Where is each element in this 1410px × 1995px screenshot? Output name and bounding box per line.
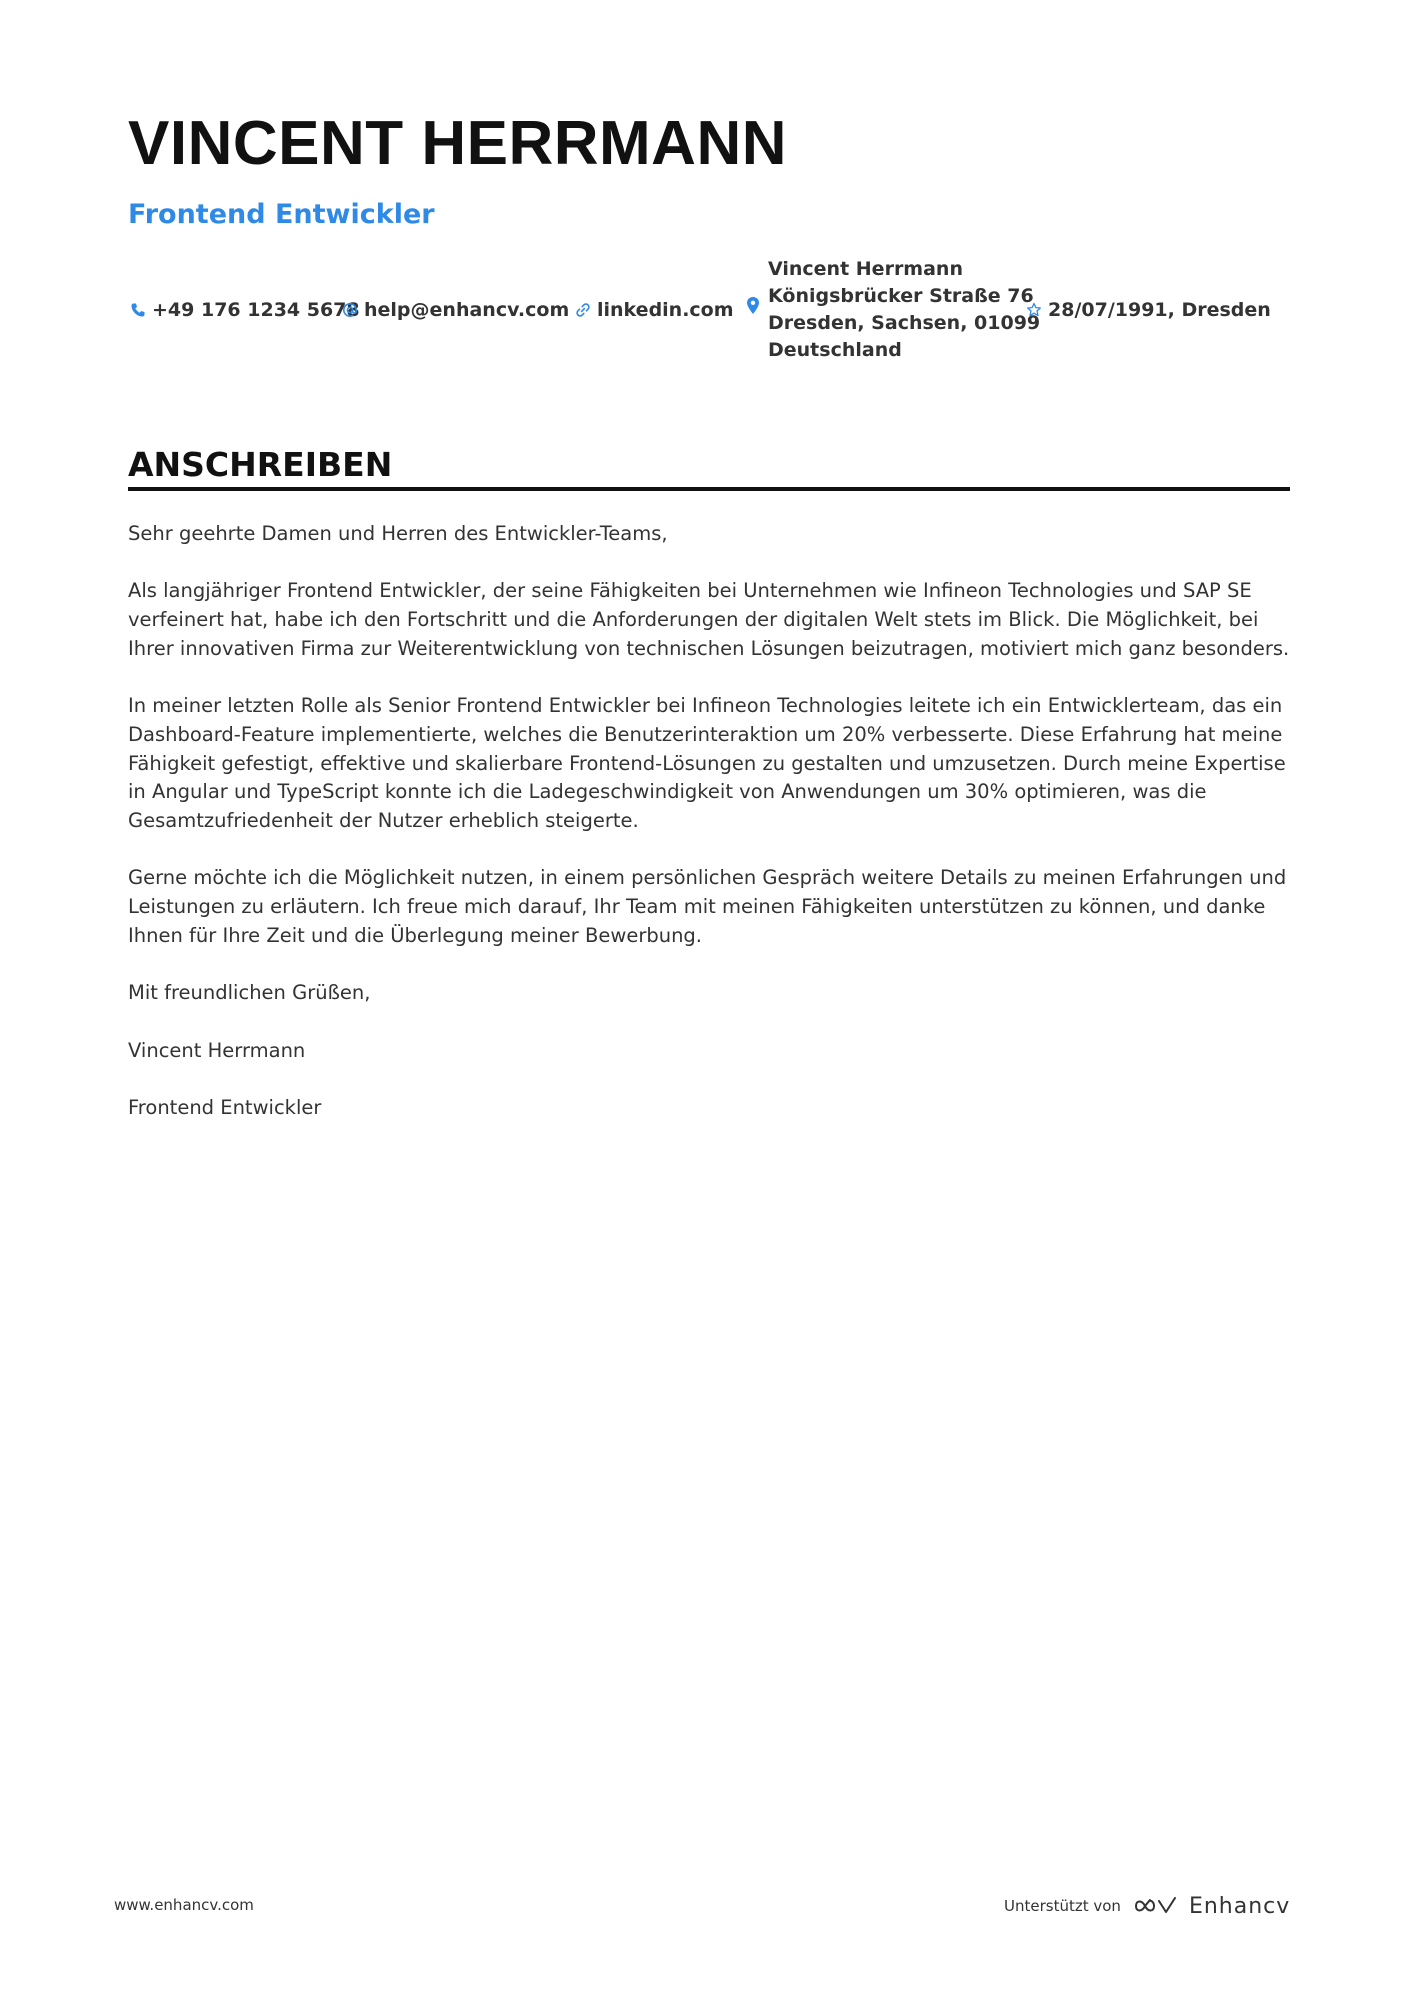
job-title: Frontend Entwickler [128, 199, 435, 230]
email-text: help@enhancv.com [364, 299, 570, 321]
letter-salutation: Sehr geehrte Damen und Herren des Entwickler-Teams, [128, 522, 668, 545]
at-icon [340, 300, 360, 320]
cover-letter-page [128, 108, 1290, 1119]
enhancv-wordmark: Enhancv [1188, 1893, 1291, 1919]
applicant-name: VINCENT HERRMANN [128, 109, 787, 178]
contact-birth [1024, 299, 1271, 321]
signature-name: Vincent Herrmann [128, 1038, 306, 1062]
star-icon [1024, 300, 1044, 320]
contact-linkedin[interactable] [573, 299, 734, 321]
phone-icon [128, 300, 148, 320]
footer-branding[interactable] [1004, 1891, 1290, 1921]
footer-website-link[interactable]: www.enhancv.com [114, 1896, 254, 1914]
letter-paragraph: Als langjähriger Frontend Entwickler, der seine Fähigkeiten bei Unternehmen wie Infineon Technologies und SAP SE verfeinert hat, habe ich den Fortschritt und die Anforderungen der digitalen Welt stets im Blick. Die Möglichkeit, bei Ihrer innovativen Firma zur Weiterentwicklung von technischen Lösungen beizutragen, motiviert mich ganz besonders. [128, 579, 1290, 660]
contact-email[interactable] [340, 299, 569, 321]
birth-text: 28/07/1991, Dresden [1048, 299, 1271, 321]
letter-paragraph: Gerne möchte ich die Möglichkeit nutzen, in einem persönlichen Gespräch weitere Details zu meinen Erfahrungen und Leistungen zu erläutern. Ich freue mich darauf, Ihr Team mit meinen Fähigkeiten unterstützen zu können, und danke Ihnen für Ihre Zeit und die Überlegung meiner Bewerbung. [128, 866, 1287, 947]
letter-body [128, 520, 1290, 1151]
enhancv-logo-icon [1133, 1894, 1179, 1918]
linkedin-text: linkedin.com [597, 299, 734, 321]
powered-by-text: Unterstützt von [1004, 1897, 1121, 1915]
location-pin-icon [745, 296, 761, 316]
phone-text: +49 176 1234 5678 [152, 299, 360, 321]
contact-bar [128, 256, 1290, 366]
address-line-2: Königsbrücker Straße 76 [768, 285, 1034, 307]
signature-title: Frontend Entwickler [128, 1095, 322, 1119]
letter-closing: Mit freundlichen Grüßen, [128, 981, 371, 1005]
link-icon [573, 300, 593, 320]
contact-phone[interactable] [128, 299, 360, 321]
enhancv-logo [1133, 1894, 1290, 1919]
letter-paragraph: In meiner letzten Rolle als Senior Frontend Entwickler bei Infineon Technologies leitete ich ein Entwicklerteam, das ein Dashboard-Feature implementierte, welches die Benutzerinteraktion um 20% verbesserte. Diese Erfahrung hat meine Fähigkeit gefestigt, effektive und skalierbare Frontend-Lösungen zu gestalten und umzusetzen. Durch meine Expertise in Angular und TypeScript konnte ich die Ladegeschwindigkeit von Anwendungen um 30% optimieren, was die Gesamtzufriedenheit der Nutzer erheblich steigerte. [128, 694, 1286, 832]
section-heading: ANSCHREIBEN [128, 448, 1290, 491]
address-line-4: Deutschland [768, 339, 902, 361]
address-line-1: Vincent Herrmann [768, 258, 963, 280]
address-line-3: Dresden, Sachsen, 01099 [768, 312, 1041, 334]
